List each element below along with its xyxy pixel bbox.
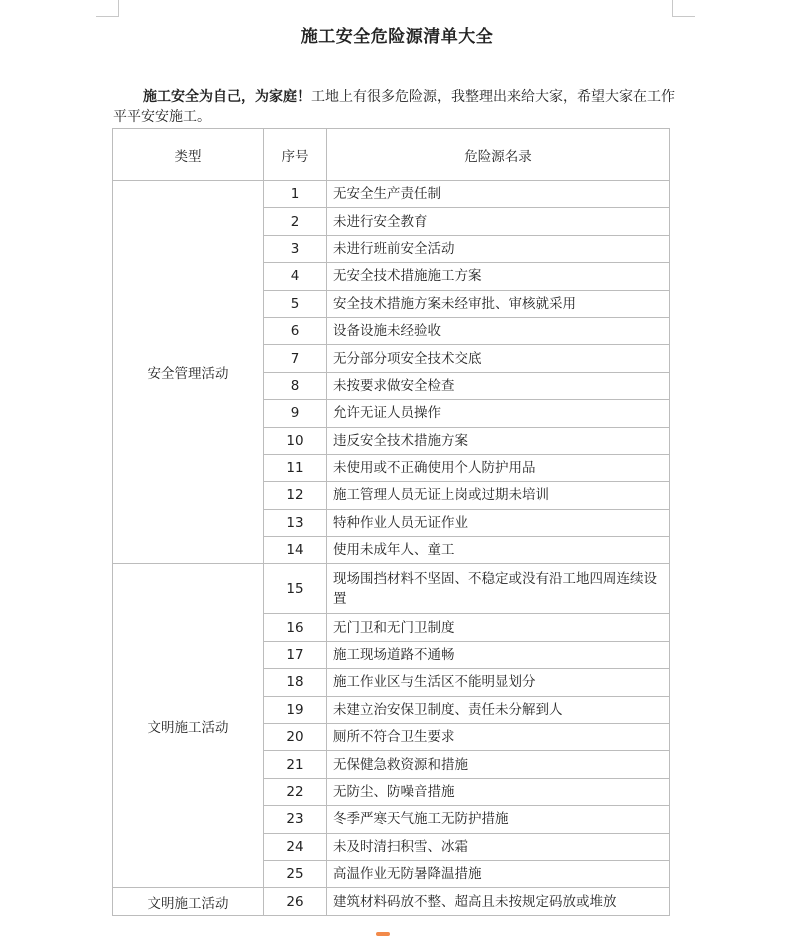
table-row	[113, 888, 670, 915]
header-num: 序号	[264, 129, 327, 181]
row-num: 15	[264, 564, 327, 614]
row-name: 未使用或不正确使用个人防护用品	[327, 454, 670, 481]
row-num: 2	[264, 208, 327, 235]
row-num: 12	[264, 482, 327, 509]
row-num: 25	[264, 860, 327, 887]
row-name: 未建立治安保卫制度、责任未分解到人	[327, 696, 670, 723]
table-header-row	[113, 129, 670, 181]
row-name: 施工现场道路不通畅	[327, 641, 670, 668]
row-num: 10	[264, 427, 327, 454]
row-num: 8	[264, 372, 327, 399]
header-name: 危险源名录	[327, 129, 670, 181]
row-name: 未进行班前安全活动	[327, 235, 670, 262]
row-name: 现场围挡材料不坚固、不稳定或没有沿工地四周连续设置	[327, 564, 670, 614]
row-num: 3	[264, 235, 327, 262]
intro-text: 工地上有很多危险源，我整理出来给大家，希望大家在工作平平安安施工。	[113, 89, 675, 125]
group-label-civilized-construction: 文明施工活动	[113, 564, 264, 888]
row-name: 安全技术措施方案未经审批、审核就采用	[327, 290, 670, 317]
row-name: 使用未成年人、童工	[327, 537, 670, 564]
row-num: 18	[264, 669, 327, 696]
table-row	[113, 181, 670, 208]
row-num: 9	[264, 400, 327, 427]
row-num: 14	[264, 537, 327, 564]
row-num: 21	[264, 751, 327, 778]
row-name: 厕所不符合卫生要求	[327, 724, 670, 751]
row-name: 允许无证人员操作	[327, 400, 670, 427]
row-name: 无门卫和无门卫制度	[327, 614, 670, 641]
page-bottom-marker	[376, 932, 390, 936]
row-name: 无保健急救资源和措施	[327, 751, 670, 778]
row-name: 设备设施未经验收	[327, 317, 670, 344]
row-name: 无防尘、防噪音措施	[327, 778, 670, 805]
row-num: 20	[264, 724, 327, 751]
row-name: 建筑材料码放不整、超高且未按规定码放或堆放	[327, 888, 670, 915]
row-num: 24	[264, 833, 327, 860]
row-num: 11	[264, 454, 327, 481]
row-num: 19	[264, 696, 327, 723]
row-num: 23	[264, 806, 327, 833]
group-label-safety-management: 安全管理活动	[113, 181, 264, 564]
header-type: 类型	[113, 129, 264, 181]
row-num: 7	[264, 345, 327, 372]
intro-bold-text: 施工安全为自己，为家庭！	[143, 89, 311, 105]
row-name: 特种作业人员无证作业	[327, 509, 670, 536]
row-name: 施工作业区与生活区不能明显划分	[327, 669, 670, 696]
row-name: 无分部分项安全技术交底	[327, 345, 670, 372]
row-num: 1	[264, 181, 327, 208]
document-title: 施工安全危险源清单大全	[300, 27, 494, 47]
row-num: 6	[264, 317, 327, 344]
row-name: 未进行安全教育	[327, 208, 670, 235]
row-num: 26	[264, 888, 327, 915]
intro-paragraph	[113, 87, 679, 127]
row-name: 冬季严寒天气施工无防护措施	[327, 806, 670, 833]
row-name: 未及时清扫积雪、冰霜	[327, 833, 670, 860]
row-name: 高温作业无防暑降温措施	[327, 860, 670, 887]
row-name: 无安全生产责任制	[327, 181, 670, 208]
row-num: 17	[264, 641, 327, 668]
row-num: 16	[264, 614, 327, 641]
page-corner-mark-left	[96, 0, 119, 17]
row-num: 4	[264, 263, 327, 290]
row-name: 无安全技术措施施工方案	[327, 263, 670, 290]
row-name: 施工管理人员无证上岗或过期未培训	[327, 482, 670, 509]
row-num: 13	[264, 509, 327, 536]
page-corner-mark-right	[672, 0, 695, 17]
row-name: 违反安全技术措施方案	[327, 427, 670, 454]
row-num: 22	[264, 778, 327, 805]
table-row	[113, 564, 670, 614]
row-num: 5	[264, 290, 327, 317]
group-label-civilized-construction-2: 文明施工活动	[113, 888, 264, 915]
row-name: 未按要求做安全检查	[327, 372, 670, 399]
hazard-table	[112, 128, 670, 916]
